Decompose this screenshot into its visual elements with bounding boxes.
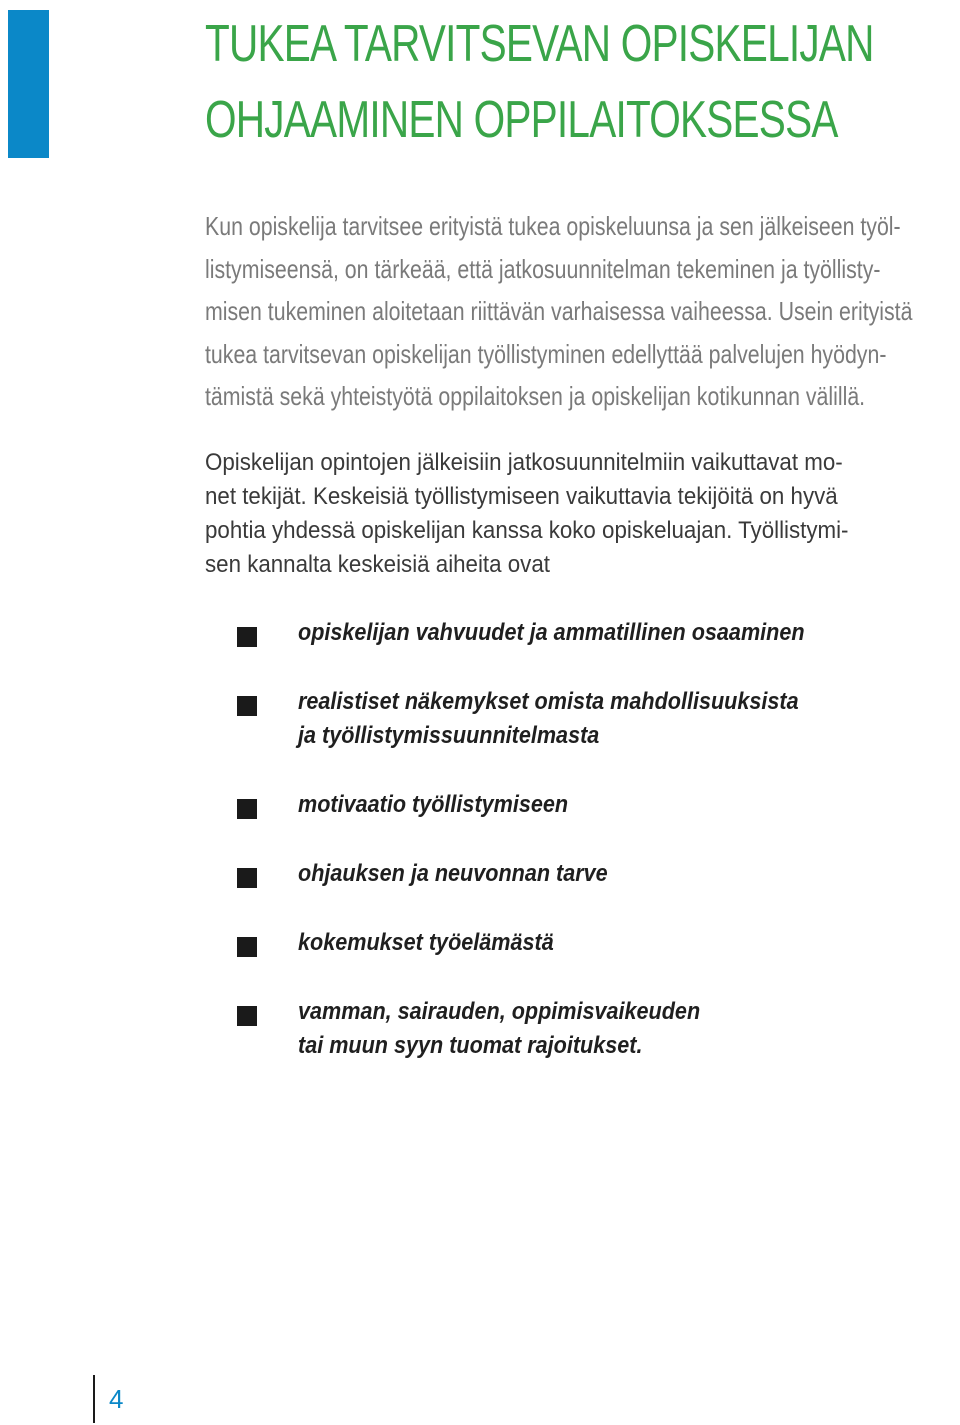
intro-line: listymiseensä, on tärkeää, että jatkosuunnitelman tekeminen ja työllisty- — [205, 253, 881, 284]
list-item-text — [298, 788, 568, 822]
page-title-line-1: TUKEA TARVITSEVAN OPISKELIJAN — [205, 15, 874, 73]
square-bullet-icon — [237, 1006, 257, 1026]
list-item-line: ja työllistymissuunnitelmasta — [298, 722, 600, 749]
list-item-text — [298, 995, 700, 1063]
body-line: sen kannalta keskeisiä aiheita ovat — [205, 551, 550, 578]
list-item-line: vamman, sairauden, oppimisvaikeuden — [298, 998, 701, 1025]
body-line: pohtia yhdessä opiskelijan kanssa koko opiskeluajan. Työllistymi- — [205, 517, 849, 544]
square-bullet-icon — [237, 937, 257, 957]
list-item-text — [298, 926, 554, 960]
intro-line: tukea tarvitsevan opiskelijan työllistyminen edellyttää palvelujen hyödyn- — [205, 338, 887, 369]
list-item-line: kokemukset työelämästä — [298, 929, 554, 956]
list-item-line: tai muun syyn tuomat rajoitukset. — [298, 1032, 643, 1059]
intro-line: misen tukeminen aloitetaan riittävän varhaisessa vaiheessa. Usein erityistä — [205, 296, 913, 326]
intro-line: tämistä sekä yhteistyötä oppilaitoksen ja opiskelijan kotikunnan välillä. — [205, 381, 866, 411]
footer-divider — [93, 1375, 95, 1423]
square-bullet-icon — [237, 868, 257, 888]
body-line: net tekijät. Keskeisiä työllistymiseen vaikuttavia tekijöitä on hyvä — [205, 483, 838, 510]
list-item-line: ohjauksen ja neuvonnan tarve — [298, 860, 608, 887]
body-line: Opiskelijan opintojen jälkeisiin jatkosuunnitelmiin vaikuttavat mo- — [205, 449, 843, 476]
page-title-line-2: OHJAAMINEN OPPILAITOKSESSA — [205, 91, 838, 149]
list-item-line: motivaatio työllistymiseen — [298, 791, 569, 818]
page-number: 4 — [109, 1384, 124, 1414]
square-bullet-icon — [237, 696, 257, 716]
list-item-text — [298, 685, 799, 753]
list-item-text — [298, 857, 608, 891]
body-paragraph — [205, 446, 848, 582]
list-item-text — [298, 616, 805, 650]
square-bullet-icon — [237, 799, 257, 819]
list-item-line: realistiset näkemykset omista mahdollisuuksista — [298, 688, 799, 715]
intro-paragraph — [205, 205, 912, 418]
accent-bar — [8, 10, 49, 158]
list-item-line: opiskelijan vahvuudet ja ammatillinen osaaminen — [298, 619, 805, 646]
intro-line: Kun opiskelija tarvitsee erityistä tukea opiskeluunsa ja sen jälkeiseen työl- — [205, 211, 901, 241]
page-title — [205, 6, 874, 158]
square-bullet-icon — [237, 627, 257, 647]
